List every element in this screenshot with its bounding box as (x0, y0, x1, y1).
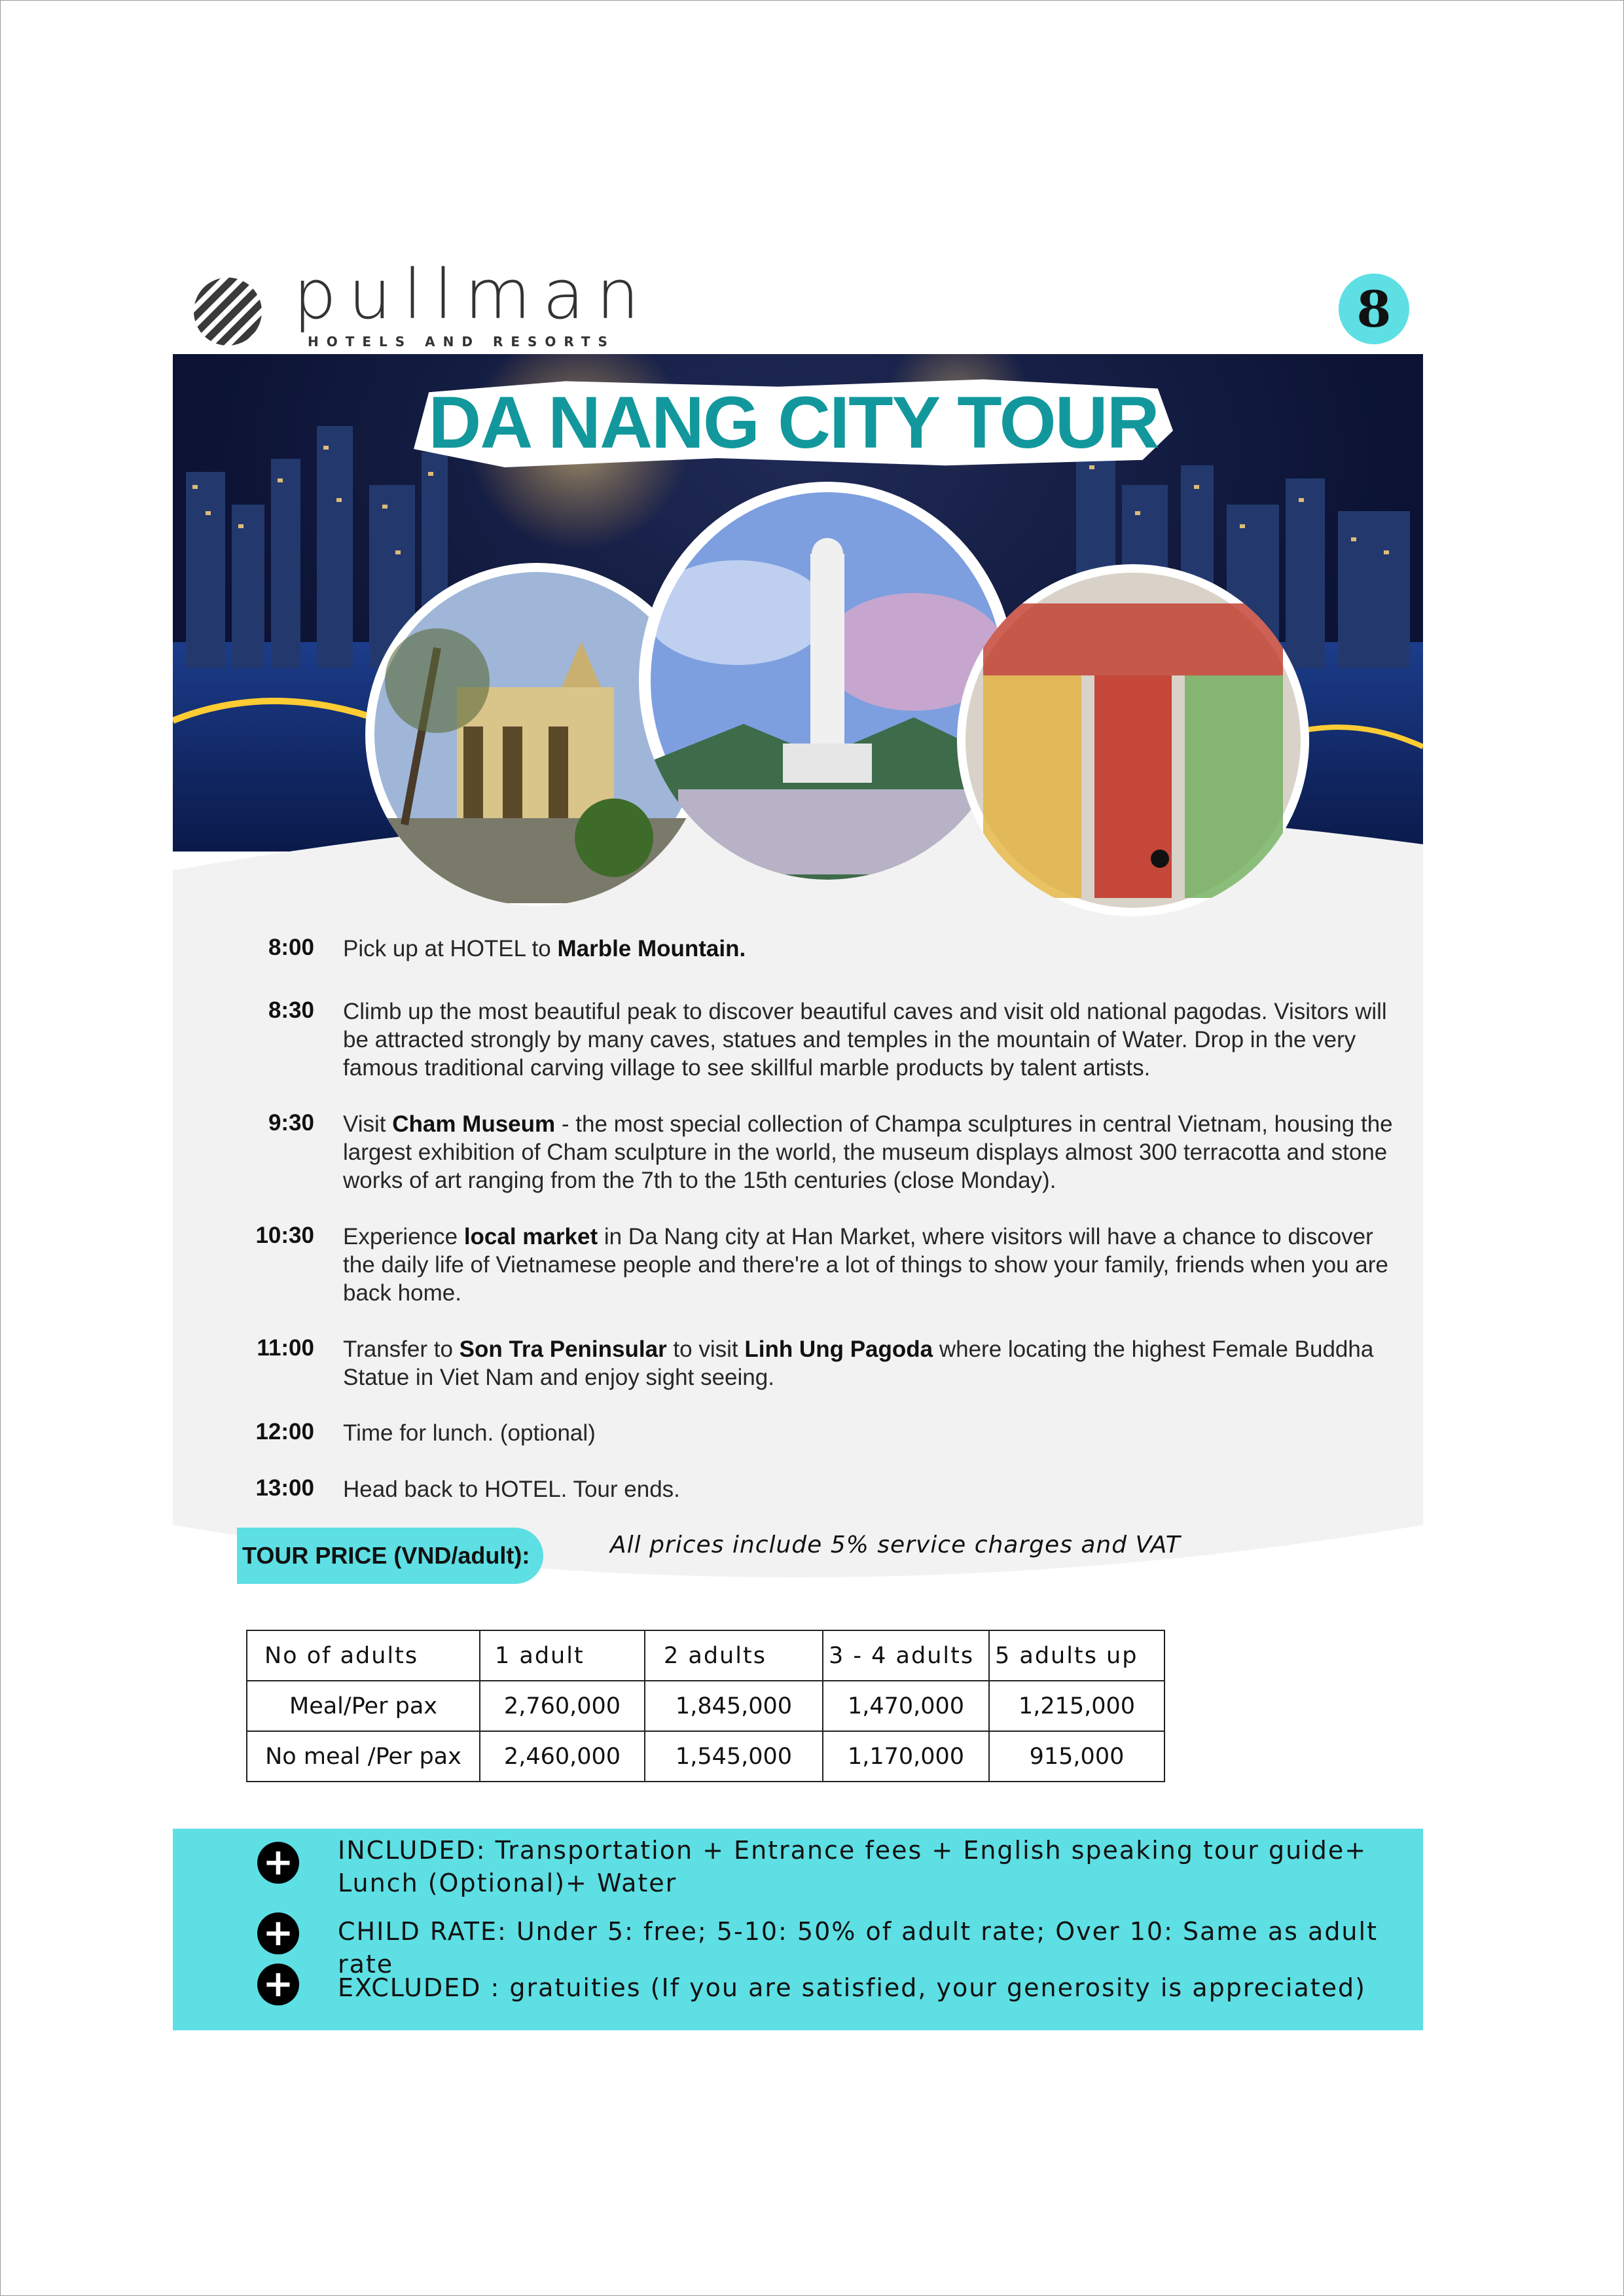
itinerary-item (249, 1475, 1401, 1503)
itinerary-time: 11:00 (257, 1335, 314, 1361)
price-table (246, 1630, 1165, 1782)
itinerary-time: 8:00 (268, 935, 314, 960)
table-cell: Meal/Per pax (247, 1681, 480, 1731)
excluded-text: EXCLUDED : gratuities (If you are satisfied, your generosity is appreciated) (338, 1973, 1366, 2002)
itinerary-item (249, 935, 1401, 963)
table-header-cell: 2 adults (645, 1630, 823, 1681)
table-cell: 1,170,000 (823, 1731, 989, 1782)
itinerary-item (249, 1110, 1401, 1194)
table-row (247, 1731, 1164, 1782)
lady-buddha-statue-photo (639, 482, 1016, 880)
itinerary-description: Visit Cham Museum - the most special collection of Champa sculptures in central Vietnam, housing the largest exhibition of Cham sculpture in the world, the museum displays almost 300 terracotta and stone works of art ranging from the 7th to the 15th centuries (close Monday). (343, 1111, 1393, 1193)
itinerary-time: 8:30 (268, 997, 314, 1023)
tour-title: DA NANG CITY TOUR (428, 382, 1159, 463)
table-header-cell: No of adults (247, 1630, 480, 1681)
table-header-cell: 5 adults up (989, 1630, 1164, 1681)
plus-circle-icon: + (257, 1842, 299, 1884)
plus-circle-icon: + (257, 1912, 299, 1954)
itinerary-time: 13:00 (255, 1475, 314, 1501)
table-cell: 915,000 (989, 1731, 1164, 1782)
table-cell: 2,760,000 (480, 1681, 645, 1731)
itinerary-time: 12:00 (255, 1419, 314, 1444)
itinerary-item (249, 1419, 1401, 1447)
table-row (247, 1681, 1164, 1731)
tour-price-label: TOUR PRICE (VND/adult): (237, 1528, 543, 1584)
itinerary-description: Climb up the most beautiful peak to discover beautiful caves and visit old national pagodas. Visitors will be attracted strongly by many caves, statues and temples in the mountain of Water. Drop in the very famous traditional carving village to see skillful marble products by talent artists. (343, 999, 1387, 1081)
itinerary-description: Experience local market in Da Nang city at Han Market, where visitors will have a chance to discover the daily life of Vietnamese people and there're a lot of things to show your family, friends when you are back home. (343, 1224, 1388, 1306)
plus-circle-icon: + (257, 1964, 299, 2005)
table-header-row (247, 1630, 1164, 1681)
table-cell: 1,470,000 (823, 1681, 989, 1731)
itinerary-item (249, 997, 1401, 1082)
itinerary-time: 10:30 (255, 1223, 314, 1248)
table-cell: 1,545,000 (645, 1731, 823, 1782)
itinerary-description: Transfer to Son Tra Peninsular to visit Linh Ung Pagoda where locating the highest Female Buddha Statue in Viet Nam and enjoy sight seeing. (343, 1336, 1374, 1390)
price-note: All prices include 5% service charges and VAT (610, 1532, 1181, 1558)
table-cell: 1,845,000 (645, 1681, 823, 1731)
table-header-cell: 3 - 4 adults (823, 1630, 989, 1681)
table-header-cell: 1 adult (480, 1630, 645, 1681)
table-cell: 1,215,000 (989, 1681, 1164, 1731)
itinerary-time: 9:30 (268, 1110, 314, 1136)
included-text: INCLUDED: Transportation + Entrance fees + English speaking tour guide+ Lunch (Optional)+ Water (338, 1836, 1367, 1897)
itinerary-item (249, 1335, 1401, 1391)
table-cell: 2,460,000 (480, 1731, 645, 1782)
itinerary-description: Head back to HOTEL. Tour ends. (343, 1477, 680, 1502)
brand-subtitle: HOTELS AND RESORTS (308, 334, 615, 350)
page-number-badge: 8 (1339, 274, 1409, 344)
itinerary-description: Pick up at HOTEL to Marble Mountain. (343, 936, 746, 961)
table-cell: No meal /Per pax (247, 1731, 480, 1782)
pullman-logo-icon (194, 278, 262, 346)
child-rate-text: CHILD RATE: Under 5: free; 5-10: 50% of adult rate; Over 10: Same as adult rate (338, 1917, 1378, 1979)
brand-name: pullman (293, 255, 651, 334)
itinerary-item (249, 1223, 1401, 1307)
itinerary-description: Time for lunch. (optional) (343, 1420, 596, 1446)
han-market-photo (957, 564, 1309, 916)
